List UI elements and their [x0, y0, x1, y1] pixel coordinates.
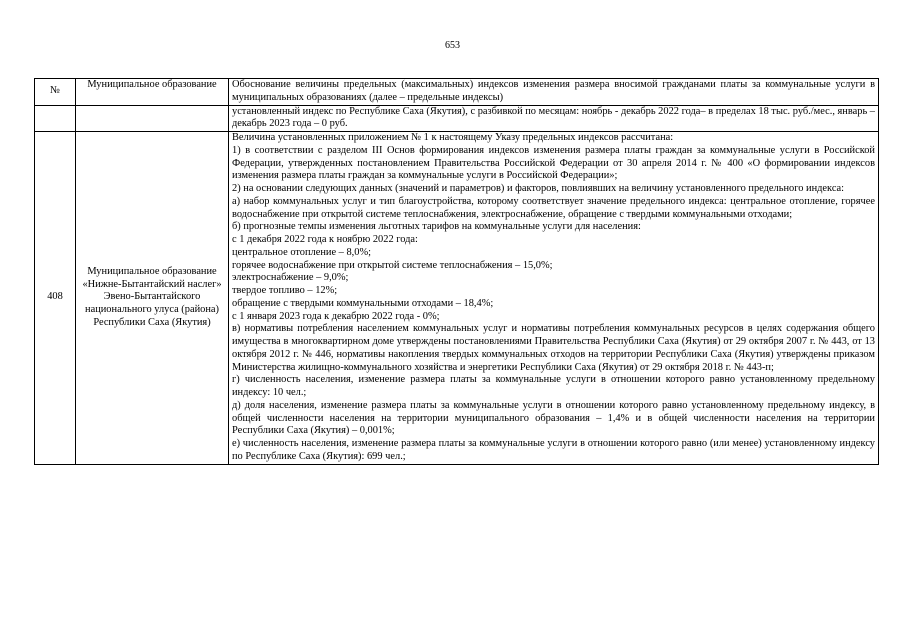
- paragraph-2a: а) набор коммунальных услуг и тип благоустройства, которому соответствует значение предельного индекса: центральное отопление, горячее водоснабжение при открытой системе теплоснабжения, электроснабжение, обращение с твердыми коммунальными отходами;: [232, 195, 875, 220]
- tariff-electricity: электроснабжение – 9,0%;: [232, 272, 349, 284]
- table-header-row: [35, 79, 879, 106]
- tariff-waste: обращение с твердыми коммунальными отходами – 18,4%;: [232, 297, 494, 309]
- continuation-text: установленный индекс по Республике Саха (Якутия), с разбивкой по месяцам: ноябрь - декабрь 2022 года– в пределах 18 тыс. руб./мес., январь – декабрь 2023 года – 0 руб.: [229, 105, 879, 132]
- continuation-municipality-cell: [76, 105, 229, 132]
- tariff-hot-water: горячее водоснабжение при открытой системе теплоснабжения – 15,0%;: [232, 259, 553, 271]
- justification-table: [34, 78, 879, 465]
- justification-text: [229, 132, 879, 465]
- paragraph-2: 2) на основании следующих данных (значений и параметров) и факторов, повлиявших на величину установленного предельного индекса:: [232, 183, 845, 194]
- continuation-number-cell: [35, 105, 76, 132]
- row-number: 408: [35, 132, 76, 465]
- continuation-row: [35, 105, 879, 132]
- paragraph-1: 1) в соответствии с разделом III Основ формирования индексов изменения размера платы граждан за коммунальные услуги в Российской Федерации, утвержденных постановлением Правительства Российской Федерации от 30 апреля 2014 г. № 400 «О формировании индексов изменения размера платы граждан за коммунальные услуги в Российской Федерации»;: [232, 144, 875, 182]
- table-row-408: [35, 132, 879, 465]
- municipality-name: Муниципальное образование «Нижне-Бытантайский наслег» Эвено-Бытантайского национального улуса (района) Республики Саха (Якутия): [76, 132, 229, 465]
- paragraph-intro: Величина установленных приложением № 1 к настоящему Указу предельных индексов рассчитана:: [232, 132, 674, 143]
- paragraph-2g: г) численность населения, изменение размера платы за коммунальные услуги в отношении которого равно установленному предельному индексу: 10 чел.;: [232, 374, 875, 398]
- header-number: №: [35, 79, 76, 106]
- paragraph-period-dec-2022: с 1 декабря 2022 года к ноябрю 2022 года:: [232, 234, 418, 245]
- tariff-solid-fuel: твердое топливо – 12%;: [232, 285, 338, 296]
- header-municipality: Муниципальное образование: [76, 79, 229, 106]
- paragraph-2v: в) нормативы потребления населением коммунальных услуг и нормативы потребления коммунальных ресурсов в целях содержания общего имущества в многоквартирном доме утверждены постановлениями Правительства Республики Саха (Якутия) от 29 октября 2007 г. № 443, от 13 октября 2012 г. № 446, нормативы накопления твердых коммунальных отходов на территории Республики Саха (Якутия) утверждены приказом Министерства жилищно-коммунального хозяйства и энергетики Республики Саха (Якутия) от 29 октября 2018 г. № 443-п;: [232, 323, 875, 373]
- tariff-heating: центральное отопление – 8,0%;: [232, 246, 371, 258]
- header-description: Обоснование величины предельных (максимальных) индексов изменения размера вносимой гражданами платы за коммунальные услуги в муниципальных образованиях (далее – предельные индексы): [229, 79, 879, 106]
- paragraph-2b: б) прогнозные темпы изменения льготных тарифов на коммунальные услуги для населения:: [232, 221, 641, 233]
- paragraph-2d: д) доля населения, изменение размера платы за коммунальные услуги в отношении которого равно установленному предельному индексу, в общей численности населения на территории муниципального образования – 1,4% и в общей численности населения на территории Республики Саха (Якутия) – 0,001%;: [232, 399, 875, 437]
- page-number: 653: [445, 40, 460, 51]
- paragraph-2e: е) численность населения, изменение размера платы за коммунальные услуги в отношении которого равно (или менее) установленному индексу по Республике Саха (Якутия): 699 чел.;: [232, 438, 875, 462]
- paragraph-period-jan-2023: с 1 января 2023 года к декабрю 2022 года - 0%;: [232, 310, 440, 322]
